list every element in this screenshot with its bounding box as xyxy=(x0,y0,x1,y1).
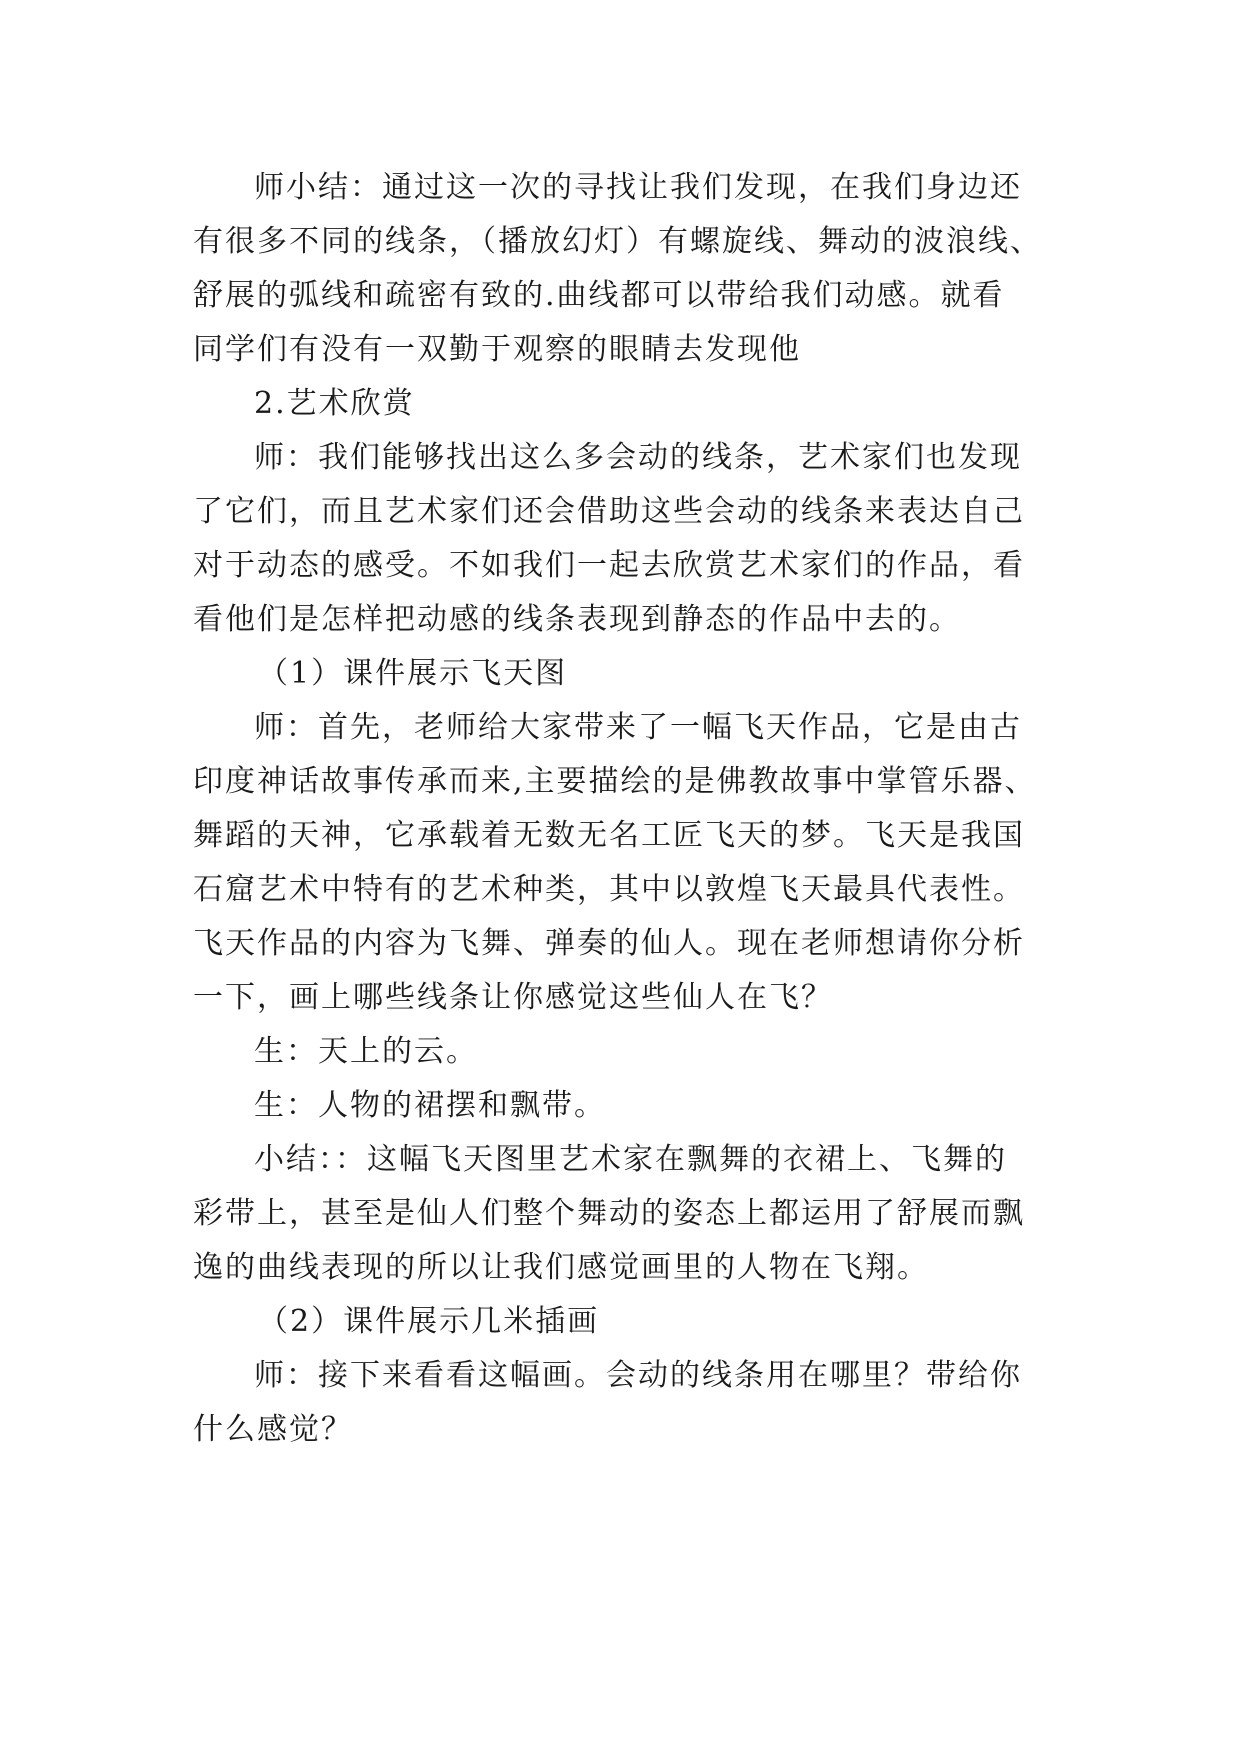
paragraph-line: 同学们有没有一双勤于观察的眼睛去发现他 xyxy=(193,332,801,367)
subsection-heading: （1）课件展示飞天图 xyxy=(258,656,568,691)
paragraph-line: 逸的曲线表现的所以让我们感觉画里的人物在飞翔。 xyxy=(193,1250,929,1285)
paragraph-line: 印度神话故事传承而来,主要描绘的是佛教故事中掌管乐器、 xyxy=(193,764,1037,799)
paragraph-line: 了它们，而且艺术家们还会借助这些会动的线条来表达自己 xyxy=(193,494,1025,529)
paragraph-line: 小结：：这幅飞天图里艺术家在飘舞的衣裙上、飞舞的 xyxy=(254,1142,1007,1177)
paragraph-line: 生：人物的裙摆和飘带。 xyxy=(254,1088,606,1123)
paragraph-line: 生：天上的云。 xyxy=(254,1034,478,1069)
paragraph-line: 一下，画上哪些线条让你感觉这些仙人在飞？ xyxy=(193,980,833,1015)
paragraph-line: 什么感觉？ xyxy=(193,1412,353,1447)
paragraph-line: 师：接下来看看这幅画。会动的线条用在哪里？带给你 xyxy=(254,1358,1022,1393)
section-heading: 2.艺术欣赏 xyxy=(254,386,415,421)
paragraph-line: 舞蹈的天神，它承载着无数无名工匠飞天的梦。飞天是我国 xyxy=(193,818,1025,853)
paragraph-line: 飞天作品的内容为飞舞、弹奏的仙人。现在老师想请你分析 xyxy=(193,926,1025,961)
paragraph-line: 石窟艺术中特有的艺术种类，其中以敦煌飞天最具代表性。 xyxy=(193,872,1025,907)
paragraph-line: 有很多不同的线条，（播放幻灯）有螺旋线、舞动的波浪线、 xyxy=(193,224,1042,259)
paragraph-line: 舒展的弧线和疏密有致的.曲线都可以带给我们动感。就看 xyxy=(193,278,1005,313)
paragraph-line: 看他们是怎样把动感的线条表现到静态的作品中去的。 xyxy=(193,602,961,637)
subsection-heading: （2）课件展示几米插画 xyxy=(258,1304,600,1339)
paragraph-line: 师小结：通过这一次的寻找让我们发现，在我们身边还 xyxy=(254,170,1022,205)
paragraph-line: 对于动态的感受。不如我们一起去欣赏艺术家们的作品，看 xyxy=(193,548,1025,583)
paragraph-line: 师：首先，老师给大家带来了一幅飞天作品，它是由古 xyxy=(254,710,1022,745)
paragraph-line: 师：我们能够找出这么多会动的线条，艺术家们也发现 xyxy=(254,440,1022,475)
paragraph-line: 彩带上，甚至是仙人们整个舞动的姿态上都运用了舒展而飘 xyxy=(193,1196,1025,1231)
